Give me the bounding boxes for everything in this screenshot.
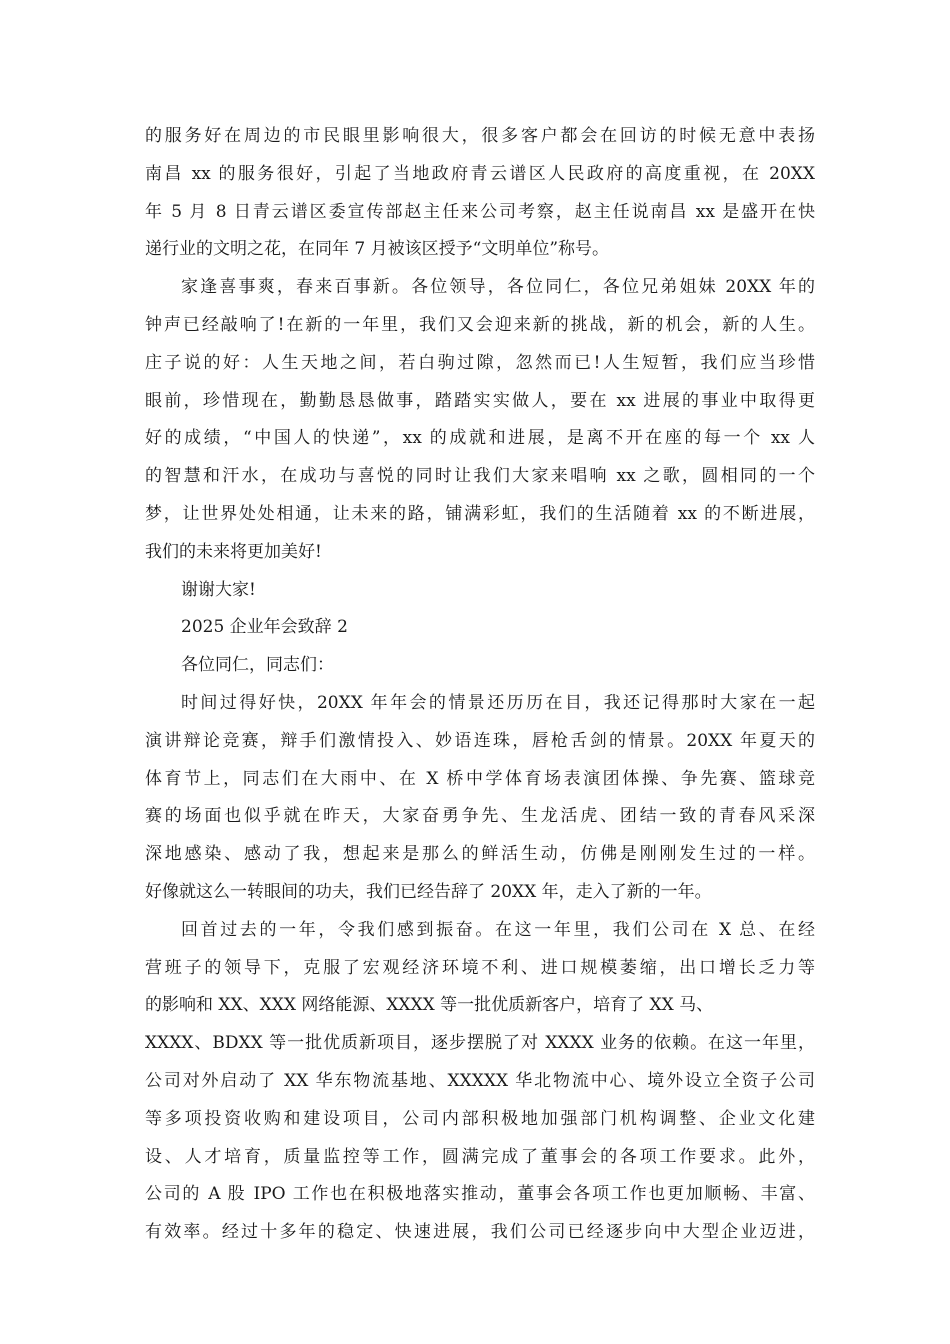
text-line: 年 5 月 8 日青云谱区委宣传部赵主任来公司考察，赵主任说南昌 xx 是盛开在快 [145, 201, 815, 222]
text-line: 梦，让世界处处相通，让未来的路，铺满彩虹，我们的生活随着 xx 的不断进展， [145, 503, 815, 524]
text-line: 我们的未来将更加美好! [145, 541, 322, 562]
text-line: 公司的 A 股 IPO 工作也在积极地落实推动，董事会各项工作也更加顺畅、丰富、 [145, 1184, 815, 1205]
text-line: 的服务好在周边的市民眼里影响很大，很多客户都会在回访的时候无意中表扬 [145, 126, 815, 146]
text-line: 庄子说的好：人生天地之间，若白驹过隙，忽然而已!人生短暂，我们应当珍惜 [145, 352, 815, 373]
text-line: 公司对外启动了 XX 华东物流基地、XXXXX 华北物流中心、境外设立全资子公司 [145, 1070, 815, 1091]
text-line: 有效率。经过十多年的稳定、快速进展，我们公司已经逐步向中大型企业迈进， [145, 1222, 815, 1243]
text-line: 演讲辩论竞赛，辩手们激情投入、妙语连珠，唇枪舌剑的情景。20XX 年夏天的 [145, 730, 815, 751]
document-body [145, 118, 815, 1252]
text-line: 眼前，珍惜现在，勤勤恳恳做事，踏踏实实做人，要在 xx 进展的事业中取得更 [145, 390, 815, 411]
text-line: 设、人才培育，质量监控等工作，圆满完成了董事会的各项工作要求。此外， [145, 1146, 815, 1167]
closing-line: 谢谢大家! [181, 579, 256, 600]
text-line: 体育节上，同志们在大雨中、在 X 桥中学体育场表演团体操、争先赛、篮球竞 [145, 768, 815, 789]
text-line: 南昌 xx 的服务很好，引起了当地政府青云谱区人民政府的高度重视，在 20XX [145, 163, 815, 184]
text-line: 的智慧和汗水，在成功与喜悦的同时让我们大家来唱响 xx 之歌，圆相同的一个 [145, 466, 815, 487]
text-line: 递行业的文明之花，在同年 7 月被该区授予“文明单位”称号。 [145, 239, 610, 260]
text-line: 营班子的领导下，克服了宏观经济环境不利、进口规模萎缩，出口增长乏力等 [145, 957, 815, 978]
paragraph-first-line: 时间过得好快，20XX 年年会的情景还历历在目，我还记得那时大家在一起 [181, 692, 815, 713]
paragraph-first-line: 家逢喜事爽，春来百事新。各位领导，各位同仁，各位兄弟姐妹 20XX 年的 [181, 277, 815, 298]
text-line: 好像就这么一转眼间的功夫，我们已经告辞了 20XX 年，走入了新的一年。 [145, 881, 712, 902]
section-heading: 2025 企业年会致辞 2 [181, 617, 348, 638]
text-line: 赛的场面也似乎就在昨天，大家奋勇争先、生龙活虎、团结一致的青春风采深 [145, 806, 815, 827]
salutation: 各位同仁，同志们： [181, 655, 334, 676]
text-line: 钟声已经敲响了!在新的一年里，我们又会迎来新的挑战，新的机会，新的人生。 [145, 314, 815, 335]
text-line: XXXX、BDXX 等一批优质新项目，逐步摆脱了对 XXXX 业务的依赖。在这一年里， [145, 1033, 815, 1054]
text-line: 深地感染、感动了我，想起来是那么的鲜活生动，仿佛是刚刚发生过的一样。 [145, 844, 815, 865]
paragraph-first-line: 回首过去的一年，令我们感到振奋。在这一年里，我们公司在 X 总、在经 [181, 919, 815, 940]
text-line: 等多项投资收购和建设项目，公司内部积极地加强部门机构调整、企业文化建 [145, 1108, 815, 1129]
text-line: 的影响和 XX、XXX 网络能源、XXXX 等一批优质新客户，培育了 XX 马、 [145, 995, 714, 1016]
text-line: 好的成绩，“中国人的快递”，xx 的成就和进展，是离不开在座的每一个 xx 人 [145, 428, 815, 449]
